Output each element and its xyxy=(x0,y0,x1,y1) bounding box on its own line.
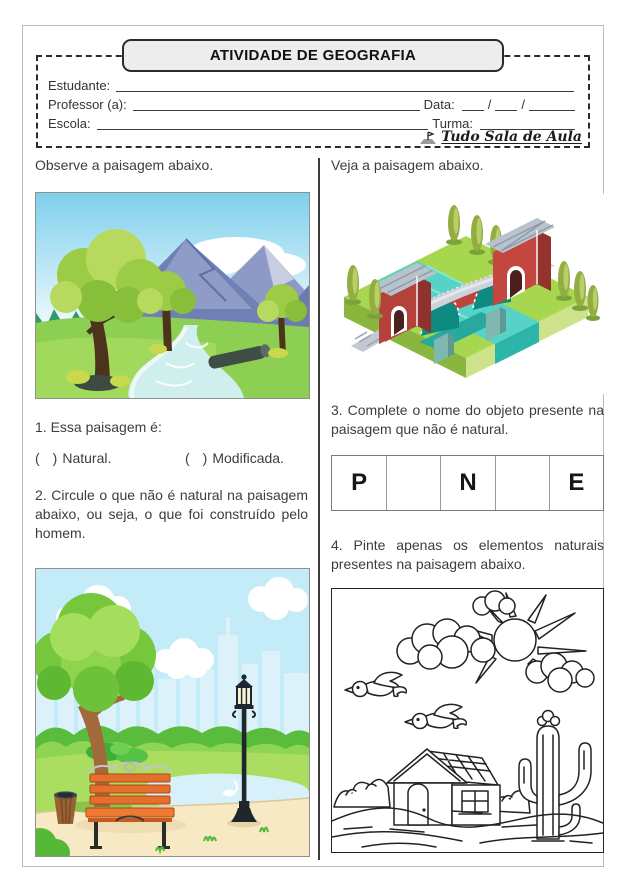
student-label: Estudante: xyxy=(48,78,111,93)
school-label: Escola: xyxy=(48,116,91,131)
option-modificada-label: Modificada. xyxy=(212,450,284,466)
class-label: Turma: xyxy=(432,116,473,131)
right-intro: Veja a paisagem abaixo. xyxy=(331,157,484,173)
question-4: 4. Pinte apenas os elementos naturais presentes na paisagem abaixo. xyxy=(331,537,604,572)
date-separator: / xyxy=(521,97,525,112)
option-natural-label: Natural. xyxy=(62,450,112,466)
field-row-teacher xyxy=(48,94,578,112)
paren-open: ( xyxy=(185,450,190,466)
letter-boxes xyxy=(331,455,604,511)
landscape-illustration xyxy=(35,192,310,399)
logo-icon xyxy=(418,131,438,145)
page-title: ATIVIDADE DE GEOGRAFIA xyxy=(122,39,504,72)
trash-bin[interactable] xyxy=(54,791,77,824)
brand-logo-text: Tudo Sala de Aula xyxy=(441,129,582,145)
question-1-options xyxy=(35,450,308,470)
letter-cell-2[interactable] xyxy=(386,456,440,510)
date-month-field[interactable] xyxy=(495,97,517,111)
date-label: Data: xyxy=(423,97,455,112)
date-separator: / xyxy=(487,97,492,112)
question-1: 1. Essa paisagem é: xyxy=(35,419,162,435)
paren-open: ( xyxy=(35,450,40,466)
letter-cell-5[interactable]: E xyxy=(549,456,603,510)
date-day-field[interactable] xyxy=(462,97,484,111)
school-field[interactable] xyxy=(97,116,429,130)
date-year-field[interactable] xyxy=(529,97,575,111)
paren-close: ) xyxy=(52,450,58,466)
bridge-illustration xyxy=(331,194,604,394)
field-row-student xyxy=(48,75,578,93)
letter-cell-4[interactable] xyxy=(495,456,549,510)
option-natural[interactable] xyxy=(35,450,111,466)
paren-close: ) xyxy=(202,450,208,466)
letter-cell-1[interactable]: P xyxy=(351,469,368,496)
question-2: 2. Circule o que não é natural na paisagem abaixo, ou seja, o que foi construído pelo homem. xyxy=(35,487,308,541)
class-field[interactable] xyxy=(480,116,575,130)
letter-cell-3[interactable]: N xyxy=(440,456,494,510)
option-modificada[interactable] xyxy=(185,450,284,466)
park-illustration xyxy=(35,568,310,857)
worksheet-page xyxy=(22,25,604,867)
brand-logo xyxy=(418,129,582,145)
left-intro: Observe a paisagem abaixo. xyxy=(35,157,214,173)
column-divider xyxy=(318,158,320,860)
question-3: 3. Complete o nome do objeto presente na paisagem que não é natural. xyxy=(331,402,604,437)
student-field[interactable] xyxy=(116,78,574,92)
coloring-illustration xyxy=(331,588,604,853)
teacher-label: Professor (a): xyxy=(48,97,127,112)
teacher-field[interactable] xyxy=(133,97,420,111)
